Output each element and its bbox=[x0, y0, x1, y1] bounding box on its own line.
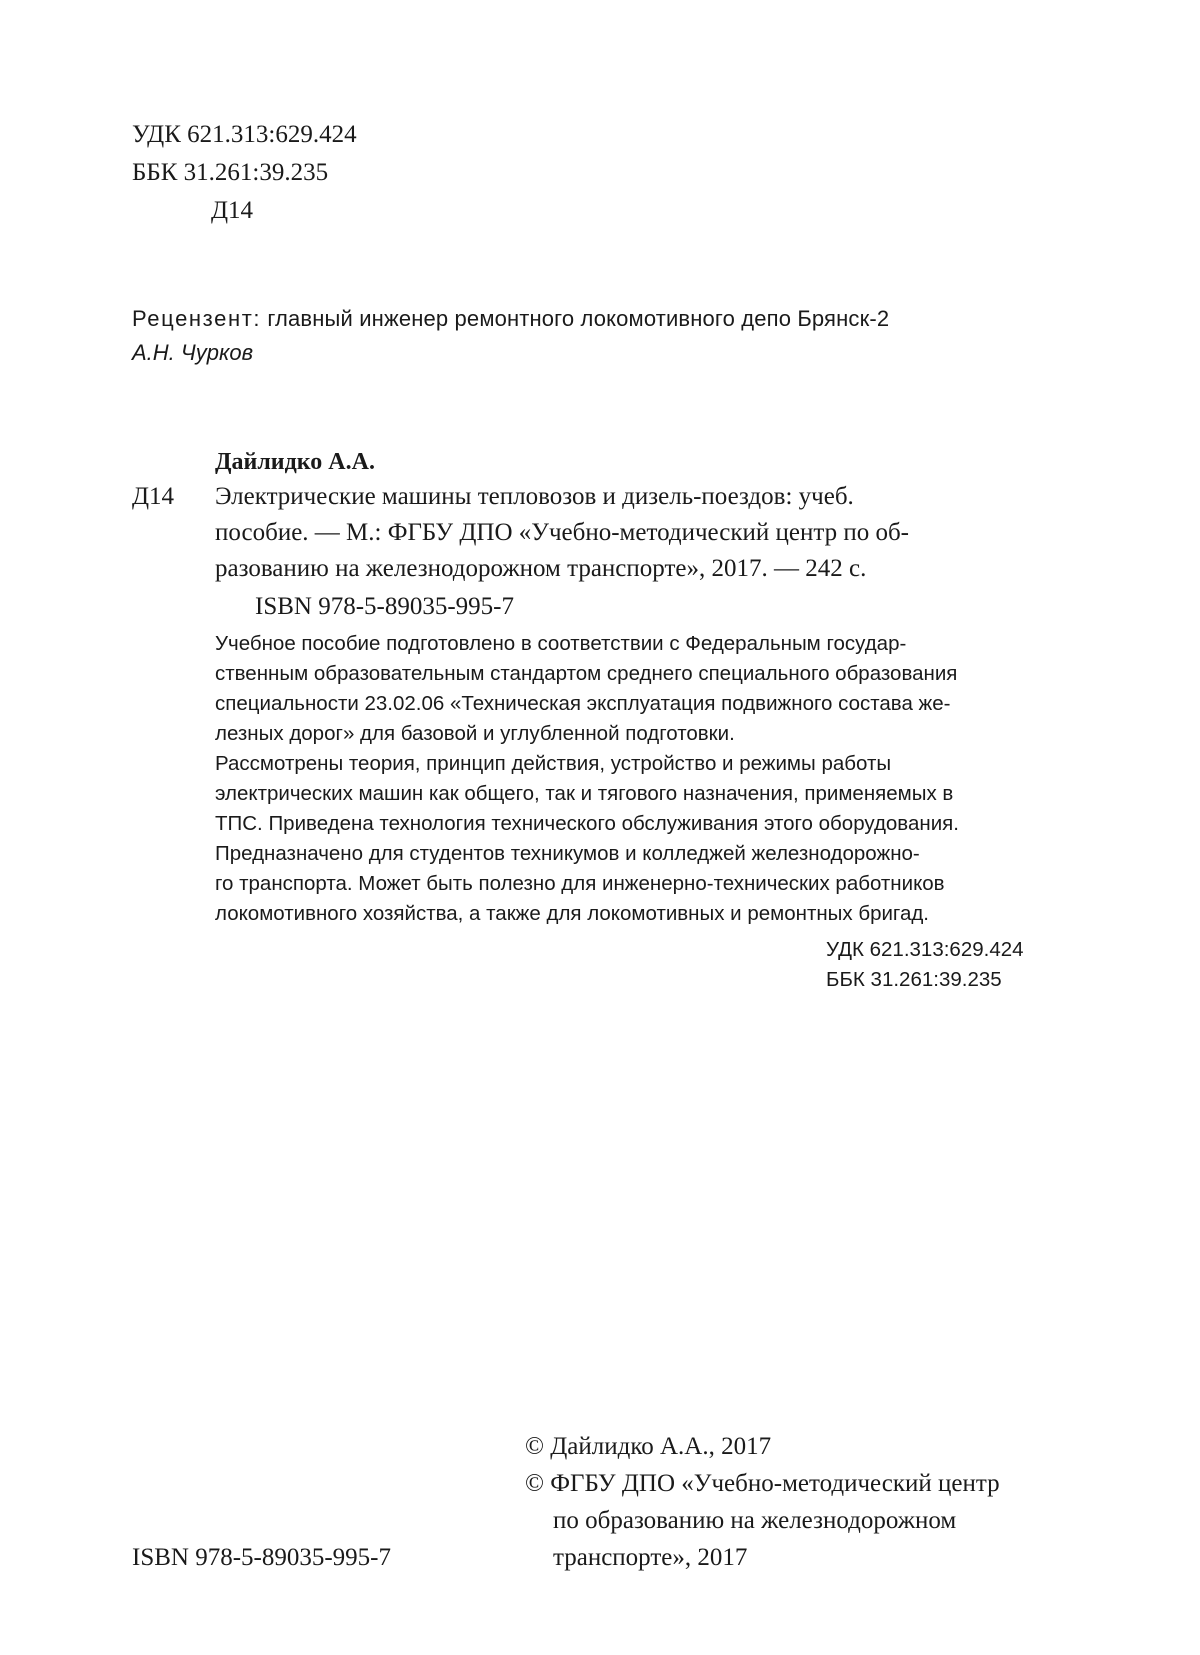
annotation-line: ТПС. Приведена технология технического обслуживания этого оборудования. bbox=[215, 812, 959, 835]
bbk-code: ББК 31.261:39.235 bbox=[132, 159, 329, 186]
annotation-line: Предназначено для студентов техникумов и колледжей железнодорожно- bbox=[215, 842, 920, 865]
annotation-line: Учебное пособие подготовлено в соответствии с Федеральным государ- bbox=[215, 632, 907, 655]
copyright-line: © Дайлидко А.А., 2017 bbox=[525, 1433, 772, 1460]
footer-isbn: ISBN 978-5-89035-995-7 bbox=[132, 1544, 392, 1571]
reviewer-name: А.Н. Чурков bbox=[132, 340, 254, 365]
copyright-line: © ФГБУ ДПО «Учебно-методический центр bbox=[525, 1470, 1000, 1497]
annotation-line: Рассмотрены теория, принцип действия, устройство и режимы работы bbox=[215, 752, 892, 775]
record-isbn: ISBN 978-5-89035-995-7 bbox=[255, 593, 515, 620]
author-mark: Д14 bbox=[211, 197, 254, 224]
record-description-line: Электрические машины тепловозов и дизель-поездов: учеб. bbox=[215, 483, 854, 510]
annotation-line: локомотивного хозяйства, а также для локомотивных и ремонтных бригад. bbox=[215, 902, 930, 925]
record-author-mark: Д14 bbox=[132, 483, 175, 510]
annotation-line: го транспорта. Может быть полезно для инженерно-технических работников bbox=[215, 872, 945, 895]
reviewer-line bbox=[132, 306, 889, 332]
udk-code: УДК 621.313:629.424 bbox=[132, 121, 357, 148]
annotation-line: лезных дорог» для базовой и углубленной подготовки. bbox=[215, 722, 735, 745]
record-description-line: разованию на железнодорожном транспорте», 2017. — 242 с. bbox=[215, 555, 867, 582]
copyright-line: транспорте», 2017 bbox=[553, 1544, 748, 1571]
record-author: Дайлидко А.А. bbox=[215, 449, 375, 475]
annotation-line: специальности 23.02.06 «Техническая эксплуатация подвижного состава же- bbox=[215, 692, 951, 715]
annotation-line: ственным образовательным стандартом среднего специального образования bbox=[215, 662, 958, 685]
reviewer-position: главный инженер ремонтного локомотивного депо Брянск-2 bbox=[261, 306, 890, 331]
record-description-line: пособие. — М.: ФГБУ ДПО «Учебно-методический центр по об- bbox=[215, 519, 909, 546]
annotation-bbk: ББК 31.261:39.235 bbox=[826, 968, 1002, 991]
copyright-line: по образованию на железнодорожном bbox=[553, 1507, 957, 1534]
reviewer-label: Рецензент: bbox=[132, 306, 262, 331]
annotation-line: электрических машин как общего, так и тягового назначения, применяемых в bbox=[215, 782, 954, 805]
annotation-udk: УДК 621.313:629.424 bbox=[826, 938, 1024, 961]
